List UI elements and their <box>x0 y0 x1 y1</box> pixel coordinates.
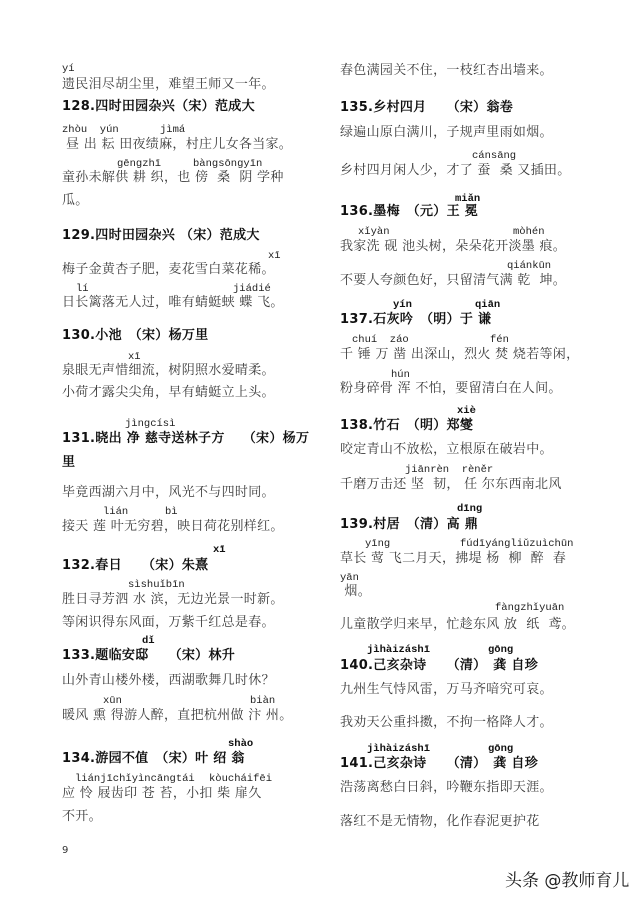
poem-line: 毕竟西湖六月中，风光不与四时同。 <box>62 485 275 500</box>
poem-line: 春色满园关不住，一枝红杏出墙来。 <box>340 63 553 78</box>
poem-line: 泉眼无声惜细流，树阴照水爱晴柔。 <box>62 363 275 378</box>
poem-title: 129.四时田园杂兴 （宋）范成大 <box>62 228 260 243</box>
poem-line: 咬定青山不放松，立根原在破岩中。 <box>340 442 553 457</box>
pinyin: kòucháifēi <box>209 773 273 785</box>
pinyin: yín <box>393 299 412 311</box>
poem-title: 131.晓出 净 慈寺送林子方 （宋）杨万 <box>62 431 310 446</box>
pinyin: chuí záo <box>352 334 409 346</box>
pinyin: qiánkūn <box>507 260 552 272</box>
pinyin: xī <box>268 250 281 262</box>
poem-title: 133.题临安邸 （宋）林升 <box>62 648 236 663</box>
pinyin: jìmá <box>160 124 186 136</box>
poem-title: 130.小池 （宋）杨万里 <box>62 328 209 343</box>
poem-line: 烟。 <box>340 584 372 599</box>
poem-line: 九州生气恃风雷，万马齐喑究可哀。 <box>340 682 553 697</box>
poem-title: 139.村居 （清）高 鼎 <box>340 517 479 532</box>
poem-title: 140.己亥杂诗 （清） 龚 自珍 <box>340 658 539 673</box>
poem-title: 141.己亥杂诗 （清） 龚 自珍 <box>340 756 539 771</box>
pinyin: jìhàizáshī <box>367 644 431 656</box>
pinyin: yīng <box>365 538 391 550</box>
pinyin: qiān <box>475 299 501 311</box>
pinyin: mòhén <box>513 226 545 238</box>
poem-line: 山外青山楼外楼，西湖歌舞几时休？ <box>62 673 275 688</box>
pinyin: jiānrèn rèněr <box>405 464 494 476</box>
poem-line: 等闲识得东风面，万紫千红总是春。 <box>62 615 275 630</box>
poem-line: 昼 出 耘 田夜绩麻，村庄儿女各当家。 <box>66 137 293 152</box>
poem-line: 暖风 熏 得游人醉，直把杭州做 汴 州。 <box>62 708 293 723</box>
pinyin: gēngzhī <box>117 158 162 170</box>
poem-line: 千磨万击还 坚 韧， 任 尔东西南北风 <box>340 477 562 492</box>
poem-line: 不开。 <box>62 809 102 824</box>
poem-line: 应 怜 屐齿印 苍 苔，小扣 柴 扉久 <box>62 786 262 801</box>
watermark: 头条 @教师育儿 <box>505 871 630 891</box>
poem-line: 童孙未解供 耕 织，也 傍 桑 阴 学种 <box>62 170 284 185</box>
poem-line: 不要人夸颜色好，只留清气满 乾 坤。 <box>340 273 567 288</box>
pinyin: lí <box>76 283 89 295</box>
poem-title: 128.四时田园杂兴（宋）范成大 <box>62 99 255 114</box>
poem-title: 138.竹石 （明）郑燮 <box>340 418 474 433</box>
pinyin: fàngzhǐyuān <box>495 602 565 614</box>
pinyin: xī <box>213 544 226 556</box>
pinyin: jiádié <box>233 283 271 295</box>
poem-title: 132.春日 （宋）朱熹 <box>62 558 209 573</box>
pinyin: cánsāng <box>472 150 517 162</box>
poem-line: 乡村四月闲人少，才了 蚕 桑 又插田。 <box>340 163 571 178</box>
pinyin: miǎn <box>455 193 481 205</box>
pinyin: yān <box>340 572 359 584</box>
pinyin: jìngcísì <box>125 418 176 430</box>
pinyin: xī <box>128 351 141 363</box>
poem-title: 里 <box>62 455 76 470</box>
poem-line: 小荷才露尖尖角，早有蜻蜓立上头。 <box>62 385 275 400</box>
pinyin: biàn <box>250 695 276 707</box>
poem-line: 接天 莲 叶无穷碧，映日荷花别样红。 <box>62 519 284 534</box>
pinyin: hún <box>391 369 410 381</box>
pinyin: dīng <box>457 503 483 515</box>
poem-line: 草长 莺 飞二月天，拂堤 杨 柳 醉 春 <box>340 551 567 566</box>
pinyin: bàngsōngyīn <box>193 158 263 170</box>
poem-line: 我家洗 砚 池头树，朵朵花开淡墨 痕。 <box>340 239 567 254</box>
pinyin: shào <box>228 738 254 750</box>
poem-line: 日长篱落无人过，唯有蜻蜓蛱 蝶 飞。 <box>62 295 284 310</box>
pinyin: fén <box>490 334 509 346</box>
pinyin: liánjīchǐyìncāngtái <box>75 773 195 785</box>
poem-title: 134.游园不值 （宋）叶 绍 翁 <box>62 751 245 766</box>
poem-line: 粉身碎骨 浑 不怕，要留清白在人间。 <box>340 381 562 396</box>
poem-line: 遗民泪尽胡尘里，难望王师又一年。 <box>62 77 275 92</box>
poem-line: 千 锤 万 凿 出深山，烈火 焚 烧若等闲， <box>340 347 580 362</box>
pinyin: dǐ <box>142 635 155 647</box>
poem-line: 儿童散学归来早，忙趁东风 放 纸 鸢。 <box>340 617 575 632</box>
poem-line: 我劝天公重抖擞，不拘一格降人才。 <box>340 715 553 730</box>
page-number: 9 <box>62 845 69 856</box>
poem-line: 绿遍山原白满川，子规声里雨如烟。 <box>340 125 553 140</box>
poem-line: 梅子金黄杏子肥，麦花雪白菜花稀。 <box>62 262 275 277</box>
pinyin: zhòu yún <box>62 124 119 136</box>
pinyin: xiè <box>457 405 476 417</box>
pinyin: xǐyàn <box>358 226 390 238</box>
pinyin: lián <box>103 506 129 518</box>
poem-line: 胜日寻芳泗 水 滨，无边光景一时新。 <box>62 592 284 607</box>
poem-line: 落红不是无情物，化作春泥更护花 <box>340 814 540 829</box>
pinyin: bì <box>165 506 178 518</box>
poem-title: 136.墨梅 （元）王 冕 <box>340 204 479 219</box>
pinyin: xūn <box>103 695 122 707</box>
poem-title: 135.乡村四月 （宋）翁卷 <box>340 100 514 115</box>
pinyin: gōng <box>488 644 514 656</box>
pinyin: fúdīyángliǔzuìchūn <box>460 538 574 550</box>
poem-title: 137.石灰吟 （明）于 谦 <box>340 312 492 327</box>
pinyin: jìhàizáshī <box>367 743 431 755</box>
pinyin: gōng <box>488 743 514 755</box>
pinyin: yí <box>62 63 75 75</box>
poem-line: 浩荡离愁白日斜，吟鞭东指即天涯。 <box>340 780 553 795</box>
poem-line: 瓜。 <box>62 193 89 208</box>
pinyin: sìshuǐbīn <box>128 579 185 591</box>
